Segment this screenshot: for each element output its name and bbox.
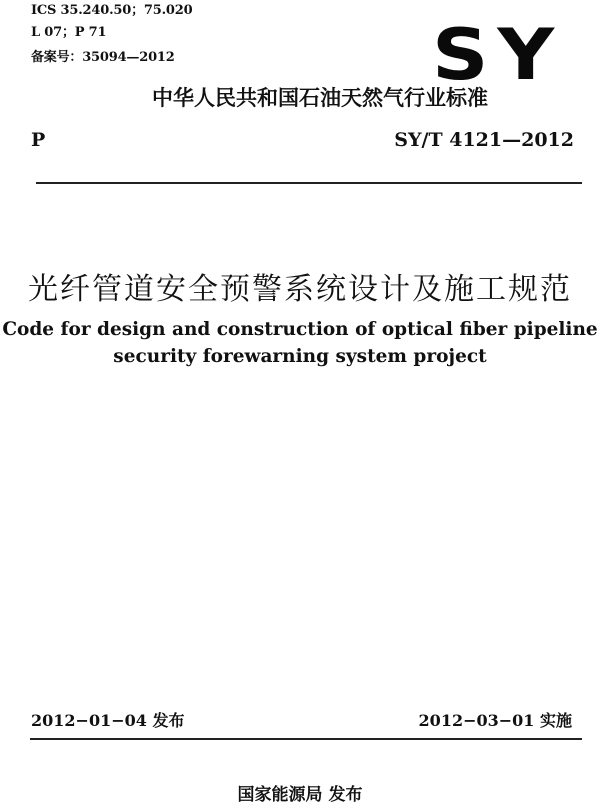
publisher: 国家能源局 发布 bbox=[237, 785, 363, 805]
standard-number: SY/T 4121—2012 bbox=[394, 129, 574, 151]
title-english-line1: Code for design and construction of optical fiber pipeline bbox=[2, 319, 598, 340]
bottom-divider bbox=[30, 738, 582, 740]
title-english-line2: security forewarning system project bbox=[113, 346, 487, 367]
sy-logo: SY bbox=[432, 14, 564, 96]
issue-date: 2012−01−04 发布 bbox=[31, 711, 185, 730]
record-number: 备案号：35094—2012 bbox=[31, 50, 175, 65]
implementation-date: 2012−03−01 实施 bbox=[418, 711, 572, 730]
classification-code: L 07；P 71 bbox=[31, 25, 107, 40]
category-letter: P bbox=[31, 129, 46, 151]
ics-code: ICS 35.240.50；75.020 bbox=[31, 3, 193, 18]
top-divider bbox=[36, 182, 582, 184]
title-chinese: 光纤管道安全预警系统设计及施工规范 bbox=[28, 272, 572, 307]
organization-name-text: 中华人民共和国石油天然气行业标准 bbox=[152, 86, 488, 110]
organization-name bbox=[0, 84, 600, 112]
